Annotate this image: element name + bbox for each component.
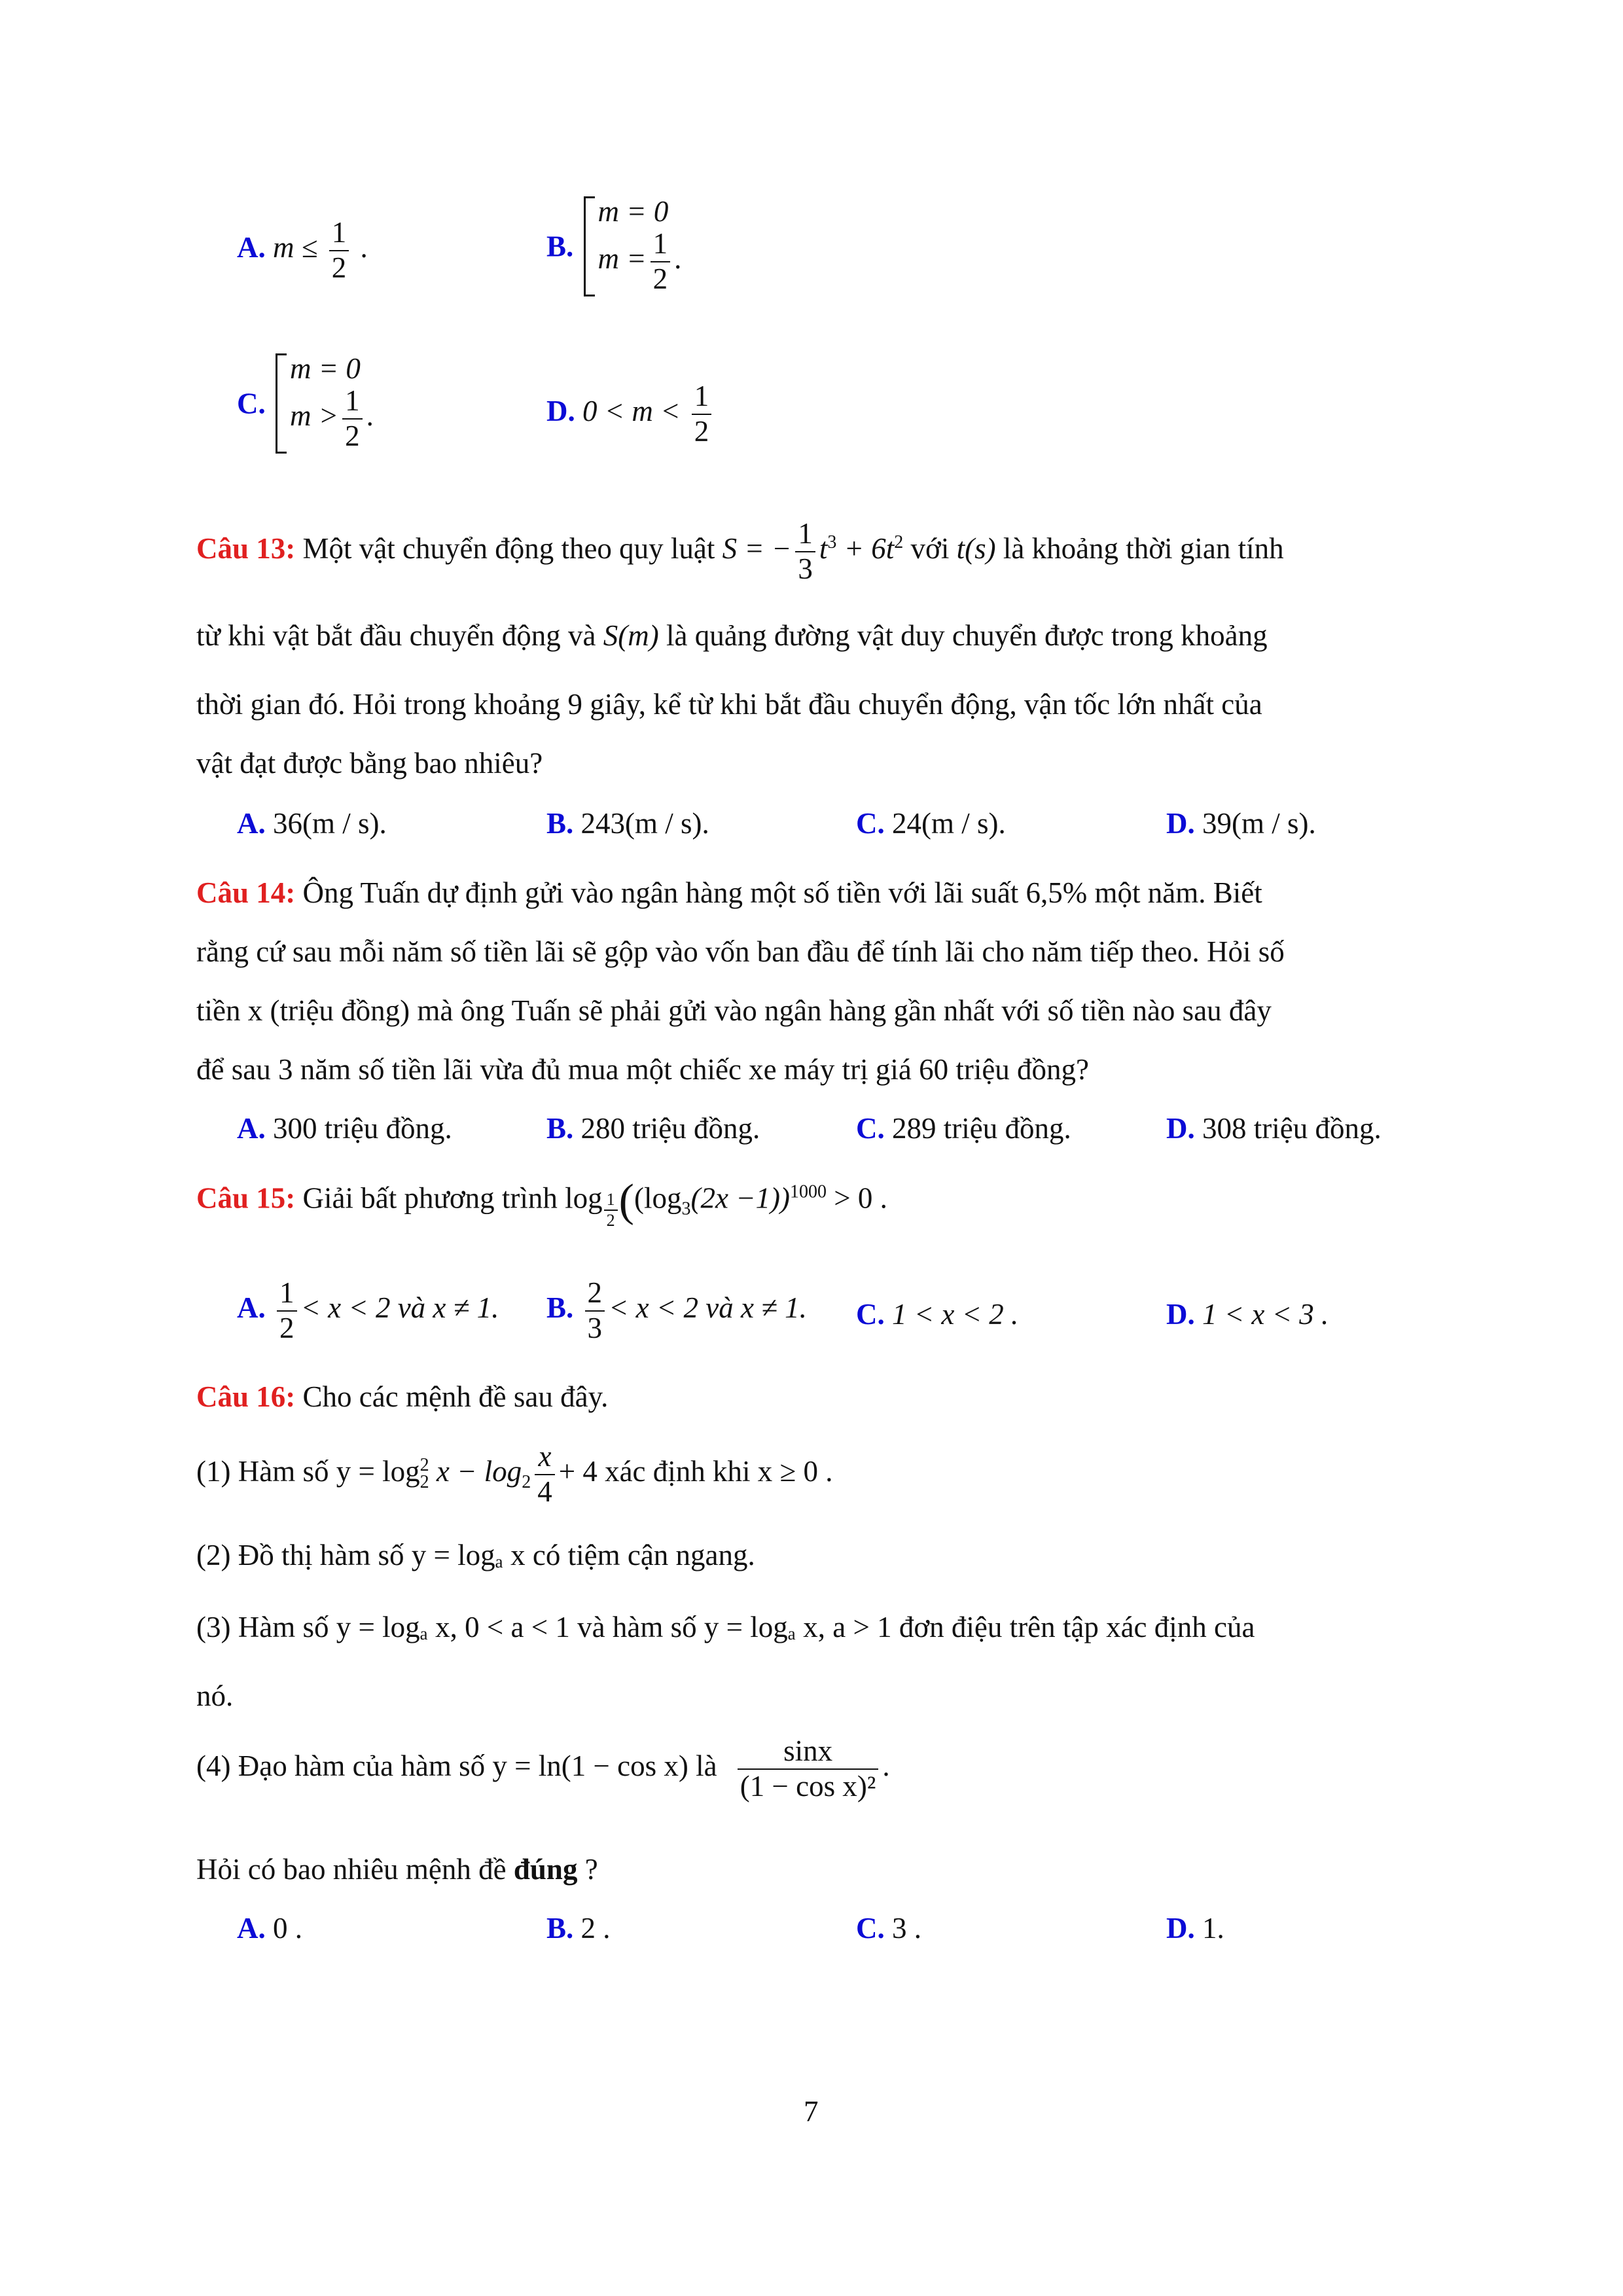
q13-option-d[interactable]: D. 39(m / s).: [1166, 807, 1316, 840]
q16-statement-4: (4) Đạo hàm của hàm số y = ln(1 − cos x) là $\frac{\sin x}{\text{(1 − cos x)²}}$ .: [196, 1734, 890, 1803]
q14-option-a[interactable]: A. 300 triệu đồng.: [237, 1112, 452, 1145]
system-bracket: m = 0 m > $\frac{1}{2}$ .: [273, 353, 374, 454]
page-number: 7: [804, 2095, 819, 2128]
q13-option-a[interactable]: A. 36(m / s).: [237, 807, 387, 840]
option-label: B.: [546, 230, 574, 263]
q12-option-c[interactable]: [237, 353, 374, 454]
q13-line4: vật đạt được bằng bao nhiêu?: [196, 747, 543, 780]
q14-option-c[interactable]: C. 289 triệu đồng.: [856, 1112, 1071, 1145]
q16-statement-3: (3) Hàm số y = logₐ x, 0 < a < 1 và hàm số y = logₐ x, a > 1 đơn điệu trên tập xác định của: [196, 1611, 1255, 1643]
q15-option-b[interactable]: B. $\frac{2}{3}$ < x < 2 và x ≠ 1.: [546, 1276, 807, 1344]
q15-option-c[interactable]: C. 1 < x < 2 .: [856, 1298, 1019, 1331]
q16-statement-2: (2) Đồ thị hàm số y = logₐ x có tiệm cận ngang.: [196, 1539, 755, 1571]
q14-line2: rằng cứ sau mỗi năm số tiền lãi sẽ gộp vào vốn ban đầu để tính lãi cho năm tiếp theo. Hỏi số: [196, 935, 1285, 968]
q15-line1: Câu 15: Giải bất phương trình log $\frac{1}{2}$ ($(\log_3(2x -1))^{1000} > 0$ .: [196, 1175, 887, 1230]
q13-option-b[interactable]: B. 243(m / s).: [546, 807, 709, 840]
option-label: D.: [546, 395, 575, 428]
option-label: C.: [237, 387, 266, 420]
q14-option-d[interactable]: D. 308 triệu đồng.: [1166, 1112, 1382, 1145]
q16-question: Hỏi có bao nhiêu mệnh đề đúng ?: [196, 1853, 598, 1886]
q13-line3: thời gian đó. Hỏi trong khoảng 9 giây, kể từ khi bắt đầu chuyển động, vận tốc lớn nhất của: [196, 688, 1262, 721]
q15-option-a[interactable]: A. $\frac{1}{2}$ < x < 2 và x ≠ 1.: [237, 1276, 499, 1344]
question-label: Câu 13:: [196, 532, 296, 565]
question-label: Câu 15:: [196, 1181, 296, 1215]
fraction: $\frac{1}{2}$: [329, 216, 349, 285]
q12-option-a[interactable]: A. m ≤ $\frac{1}{2}$ .: [237, 216, 368, 284]
q16-intro: Câu 16: Cho các mệnh đề sau đây.: [196, 1380, 609, 1413]
system-bracket: m = 0 m = $\frac{1}{2}$ .: [581, 196, 682, 296]
q16-option-c[interactable]: C. 3 .: [856, 1912, 921, 1945]
q12-option-b[interactable]: [546, 196, 681, 296]
q15-option-d[interactable]: D. 1 < x < 3 .: [1166, 1298, 1329, 1331]
q14-line1: Câu 14: Ông Tuấn dự định gửi vào ngân hàng một số tiền với lãi suất 6,5% một năm. Biết: [196, 876, 1262, 909]
option-label: A.: [237, 231, 266, 264]
q16-statement-1: (1) Hàm số $y = \log^2_2 x - \log_2$ $\frac{x}{4}$ + 4 xác định khi x ≥ 0 .: [196, 1440, 833, 1508]
q13-option-c[interactable]: C. 24(m / s).: [856, 807, 1006, 840]
q16-option-d[interactable]: D. 1.: [1166, 1912, 1224, 1945]
question-label: Câu 14:: [196, 876, 296, 909]
question-label: Câu 16:: [196, 1380, 296, 1413]
q13-line1: Câu 13: Một vật chuyển động theo quy luật S = − $\frac{1}{3}$ $t^3 + 6t^2$ với t(s) là khoảng thời gian tính: [196, 517, 1284, 585]
q16-option-a[interactable]: A. 0 .: [237, 1912, 302, 1945]
q16-option-b[interactable]: B. 2 .: [546, 1912, 611, 1945]
q12-option-d[interactable]: D. 0 < m < $\frac{1}{2}$: [546, 380, 715, 449]
q14-line4: để sau 3 năm số tiền lãi vừa đủ mua một chiếc xe máy trị giá 60 triệu đồng?: [196, 1053, 1090, 1086]
option-text: m ≤: [273, 231, 318, 264]
fraction: $\frac{1}{2}$: [692, 380, 712, 449]
q16-statement-3-cont: nó.: [196, 1679, 234, 1712]
q14-option-b[interactable]: B. 280 triệu đồng.: [546, 1112, 760, 1145]
q14-line3: tiền x (triệu đồng) mà ông Tuấn sẽ phải gửi vào ngân hàng gần nhất với số tiền nào sau đây: [196, 994, 1272, 1027]
q13-line2: từ khi vật bắt đầu chuyển động và S(m) là quảng đường vật duy chuyển được trong khoảng: [196, 619, 1268, 652]
